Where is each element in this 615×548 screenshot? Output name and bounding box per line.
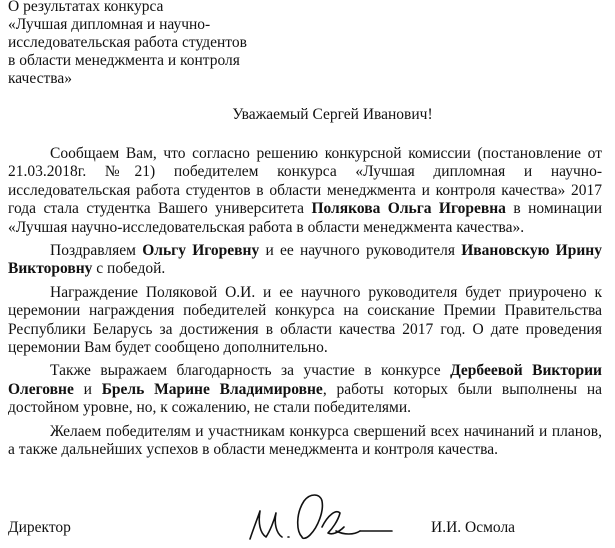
salutation (0, 106, 615, 124)
subject-line: «Лучшая дипломная и научно- (8, 16, 211, 33)
supervisor-name: Ивановскую Ирину Викторовну (8, 242, 602, 278)
text-run: Желаем победителям и участникам конкурса свершений всех начинаний и планов, а также дальнейших успехов в области менеджмента и контроля качества. (8, 422, 602, 459)
letter-subject (8, 0, 283, 88)
subject-line: исследовательская работа студентов (8, 34, 247, 51)
paragraph-award (8, 284, 602, 358)
text-run: в номинации «Лучшая научно-исследовательская работа в области менеджмента качества». (8, 200, 602, 236)
text-run: и (73, 380, 102, 398)
salutation-text: Уважаемый Сергей Иванович! (232, 106, 433, 123)
paragraph-wishes (8, 423, 602, 460)
text-run: Награждение Поляковой О.И. и ее научного руководителя будет приурочено к церемонии награждения победителей конкурса на соискание Премии Правительства Республики Беларусь за достижения в области качества 2017 год. О дате проведения церемонии Вам будет сообщено дополнительно. (8, 283, 602, 357)
letter-footer (8, 515, 602, 545)
paragraph-announcement (8, 145, 602, 237)
winner-first-name: Ольгу Игоревну (142, 242, 260, 260)
text-run: Поздравляем (50, 242, 143, 260)
text-run: с победой. (92, 260, 166, 278)
subject-line: О результатах конкурса (8, 0, 164, 15)
signer-position: Директор (8, 519, 71, 536)
text-run: и ее научного руководителя (259, 242, 462, 260)
text-run: , работы которых были выполнены на достойном уровне, но, к сожалению, не стали победителями. (8, 380, 603, 417)
subject-line: в области менеджмента и контроля (8, 52, 240, 69)
signer-name: И.И. Осмола (431, 519, 516, 536)
subject-line: качества» (8, 70, 73, 87)
participant-name: Брель Марине Владимировне (101, 380, 323, 398)
text-run: Также выражаем благодарность за участие в конкурсе (50, 362, 451, 380)
paragraph-congratulations (8, 242, 602, 279)
text-run: Сообщаем Вам, что согласно решению конкурсной комиссии (постановление от 21.03.2018г. №21) победителем конкурса «Лучшая дипломная и научно-исследовательская работа студентов в области менеджмента и контроля качества» 2017 года стала студентка Вашего университета (8, 145, 602, 218)
letter-body (8, 145, 602, 460)
handwritten-signature (236, 487, 396, 547)
paragraph-gratitude (8, 362, 602, 417)
participant-name: Дербеевой Виктории Олеговне (8, 362, 602, 398)
winner-name: Полякова Ольга Игоревна (311, 200, 506, 218)
